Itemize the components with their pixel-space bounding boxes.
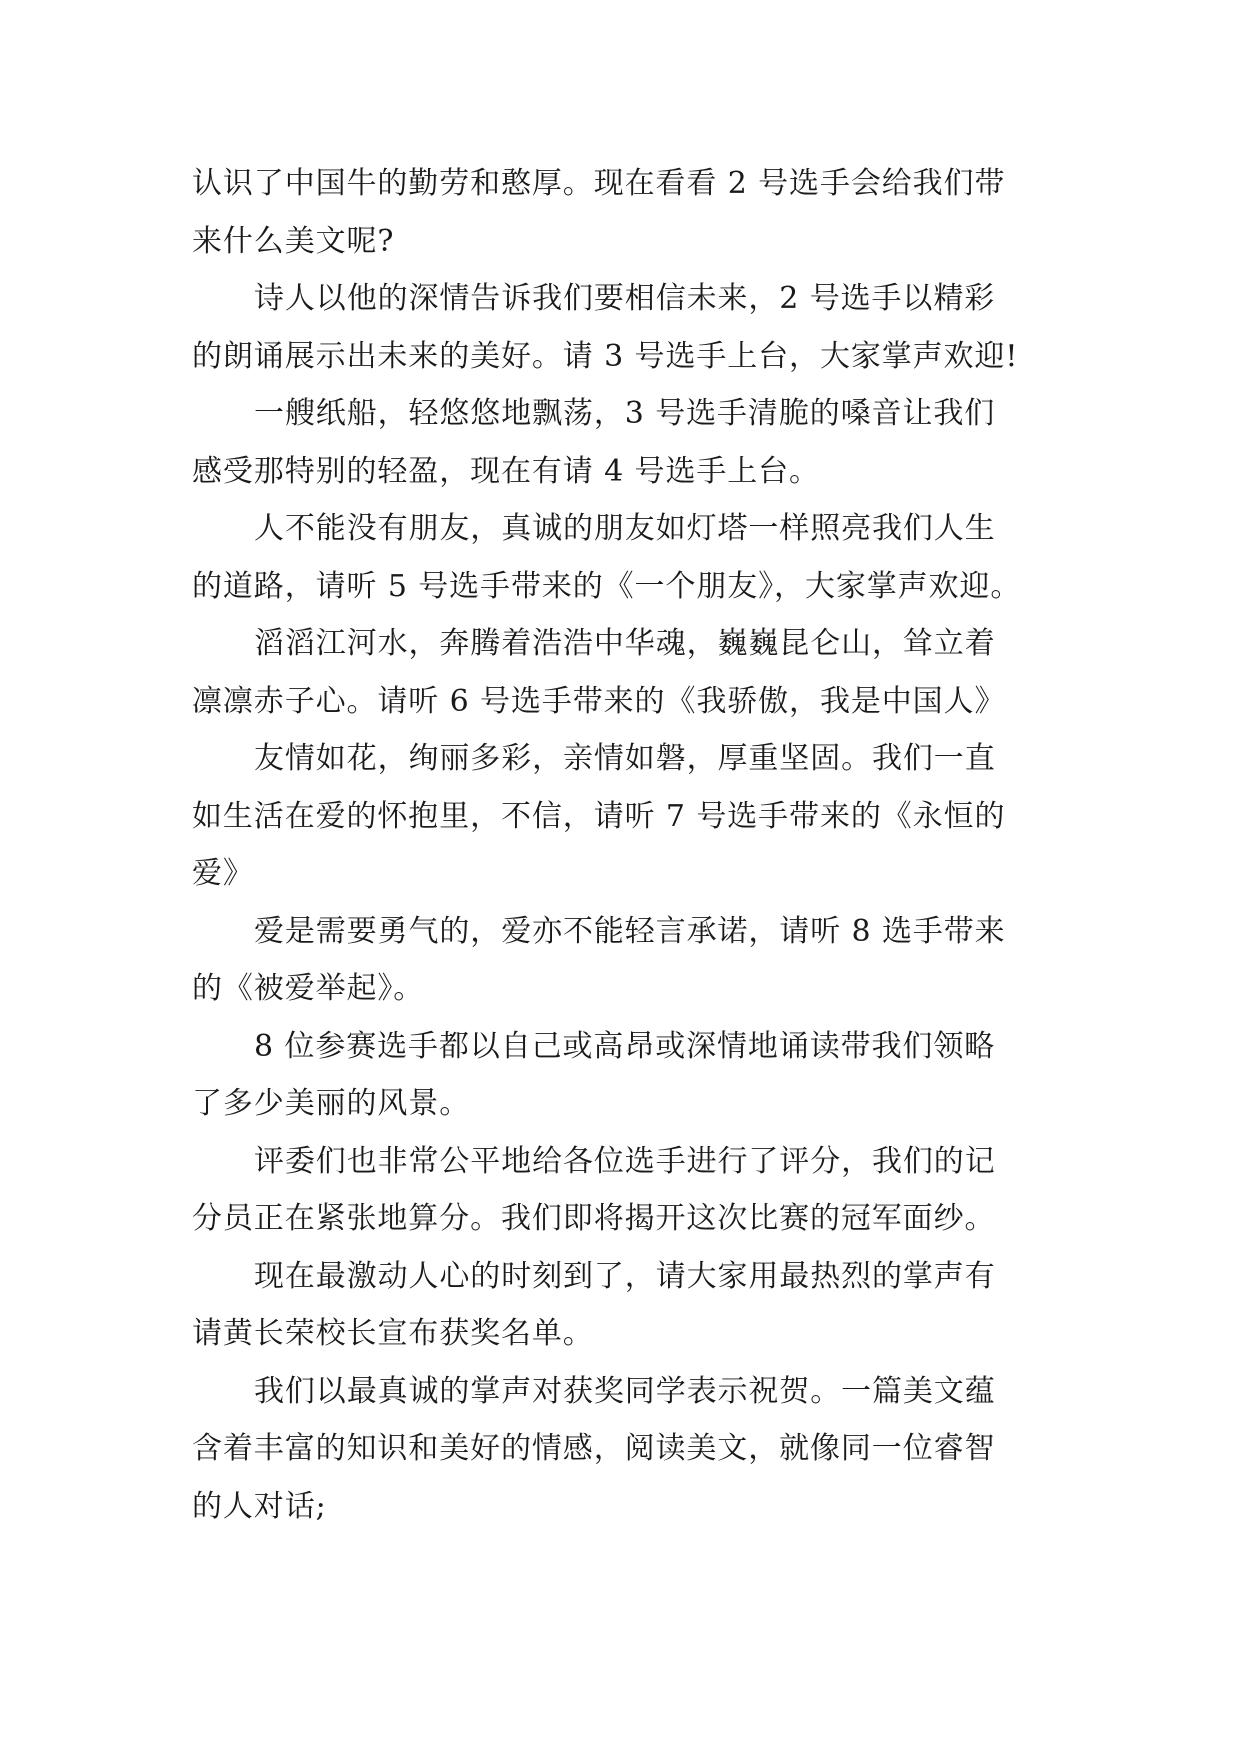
text-line: 如生活在爱的怀抱里，不信，请听 7 号选手带来的《永恒的 bbox=[192, 798, 1006, 834]
text-line: 的《被爱举起》。 bbox=[192, 971, 425, 1006]
text-line: 来什么美文呢? bbox=[192, 223, 395, 259]
text-line: 爱》 bbox=[192, 856, 254, 891]
text-line: 请黄长荣校长宣布获奖名单。 bbox=[192, 1316, 594, 1351]
text-line: 的朗诵展示出未来的美好。请 3 号选手上台，大家掌声欢迎! bbox=[192, 338, 1019, 374]
text-line: 分员正在紧张地算分。我们即将揭开这次比赛的冠军面纱。 bbox=[192, 1201, 996, 1236]
text-line: 的道路，请听 5 号选手带来的《一个朋友》，大家掌声欢迎。 bbox=[192, 568, 1022, 604]
text-line: 现在最激动人心的时刻到了，请大家用最热烈的掌声有 bbox=[254, 1258, 996, 1294]
text-line: 人不能没有朋友，真诚的朋友如灯塔一样照亮我们人生 bbox=[254, 511, 996, 546]
text-line: 评委们也非常公平地给各位选手进行了评分，我们的记 bbox=[254, 1143, 996, 1179]
text-line: 凛凛赤子心。请听 6 号选手带来的《我骄傲，我是中国人》 bbox=[192, 683, 1006, 719]
text-line: 我们以最真诚的掌声对获奖同学表示祝贺。一篇美文蕴 bbox=[254, 1373, 996, 1409]
text-line: 感受那特别的轻盈，现在有请 4 号选手上台。 bbox=[192, 453, 820, 489]
text-line: 了多少美丽的风景。 bbox=[192, 1086, 471, 1121]
text-line: 一艘纸船，轻悠悠地飘荡，3 号选手清脆的嗓音让我们 bbox=[254, 396, 996, 431]
text-line: 8 位参赛选手都以自己或高昂或深情地诵读带我们领略 bbox=[254, 1028, 996, 1064]
text-line: 滔滔江河水，奔腾着浩浩中华魂，巍巍昆仑山，耸立着 bbox=[254, 626, 996, 661]
text-line: 的人对话; bbox=[192, 1488, 327, 1524]
document-body bbox=[192, 155, 1047, 1535]
text-line: 友情如花，绚丽多彩，亲情如磐，厚重坚固。我们一直 bbox=[254, 741, 996, 776]
text-line: 爱是需要勇气的，爱亦不能轻言承诺，请听 8 选手带来 bbox=[254, 913, 1006, 949]
text-line: 认识了中国牛的勤劳和憨厚。现在看看 2 号选手会给我们带 bbox=[192, 166, 1006, 201]
text-line: 含着丰富的知识和美好的情感，阅读美文，就像同一位睿智 bbox=[192, 1431, 996, 1466]
text-line: 诗人以他的深情告诉我们要相信未来，2 号选手以精彩 bbox=[254, 281, 996, 316]
